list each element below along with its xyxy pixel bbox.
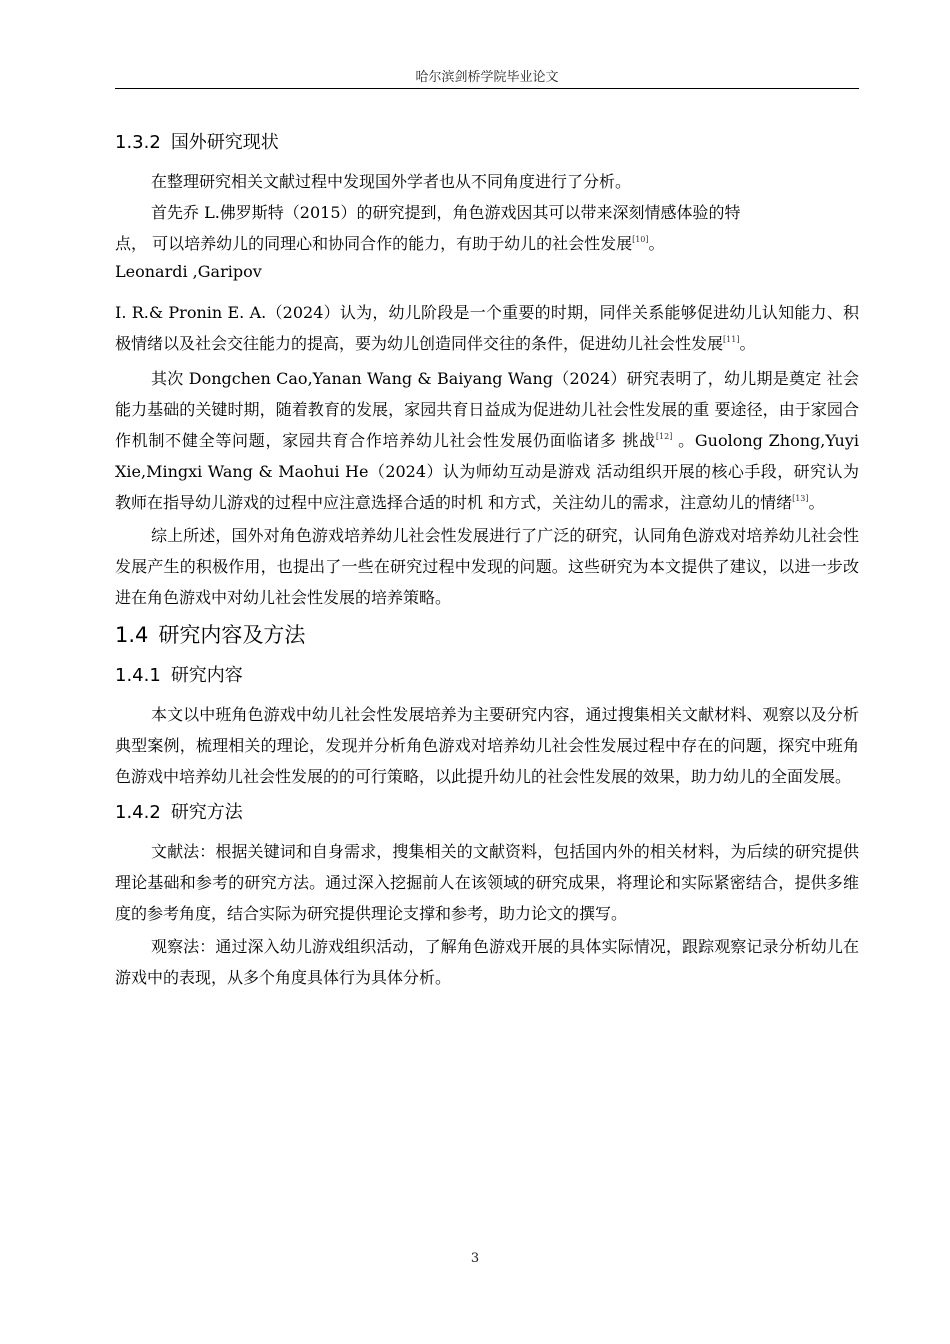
citation-ref: [11] [723, 335, 740, 344]
citation-ref: [10] [632, 235, 649, 244]
section-heading-1-4-2 [115, 796, 859, 830]
paragraph: 综上所述，国外对角色游戏培养幼儿社会性发展进行了广泛的研究，认同角色游戏对培养幼儿社会性发展产生的积极作用，也提出了一些在研究过程中发现的问题。这些研究为本文提供了建议，以进一步改进在角色游戏中对幼儿社会性发展的培养策略。 [115, 526, 859, 607]
paragraph-line: Leonardi ,Garipov [115, 262, 262, 281]
punctuation: 。 [739, 334, 756, 353]
punctuation: 。 [648, 234, 665, 253]
text-line: 点， 可以培养幼儿的同理心和协同合作的能力，有助于幼儿的社会性发展 [115, 234, 633, 253]
document-body [115, 126, 859, 993]
page-number: 3 [470, 1251, 480, 1266]
citation-ref: [12] [655, 432, 673, 441]
paragraph: 文献法：根据关键词和自身需求，搜集相关的文献资料，包括国内外的相关材料，为后续的研究提供理论基础和参考的研究方法。通过深入挖掘前人在该领域的研究成果，将理论和实际紧密结合，提供多维度的参考角度，结合实际为研究提供理论支撑和参考，助力论文的撰写。 [115, 842, 859, 923]
section-title: 国外研究现状 [170, 132, 279, 153]
paragraph: 观察法：通过深入幼儿游戏组织活动，了解角色游戏开展的具体实际情况，跟踪观察记录分析幼儿在游戏中的表现，从多个角度具体行为具体分析。 [115, 937, 859, 987]
paragraph-text: 。Guolong Zhong,Yuyi Xie,Mingxi Wang & Maohui He（2024）认为师幼互动是游戏 活动组织开展的核心手段，研究认为教师在指导幼儿游戏的过程中应注意选择合适的时机 和方式，关注幼儿的需求，注意幼儿的情绪 [115, 431, 860, 512]
page-header: 哈尔滨剑桥学院毕业论文 [415, 70, 559, 85]
section-number: 1.3.2 [115, 132, 161, 153]
section-number: 1.4.2 [115, 802, 161, 823]
paragraph: 本文以中班角色游戏中幼儿社会性发展培养为主要研究内容，通过搜集相关文献材料、观察以及分析典型案例，梳理相关的理论，发现并分析角色游戏对培养幼儿社会性发展过程中存在的问题，探究中班角色游戏中培养幼儿社会性发展的的可行策略，以此提升幼儿的社会性发展的效果，助力幼儿的全面发展。 [115, 705, 859, 786]
header-divider [115, 88, 859, 89]
section-title: 研究内容及方法 [158, 623, 306, 647]
section-heading-1-3-2 [115, 126, 859, 160]
paragraph: 在整理研究相关文献过程中发现国外学者也从不同角度进行了分析。 [151, 172, 632, 191]
paragraph-continuation [115, 228, 859, 259]
paragraph [115, 363, 859, 518]
section-title: 研究内容 [170, 665, 243, 686]
text-line: 首先乔 L.佛罗斯特（2015）的研究提到，角色游戏因其可以带来深刻情感体验的特 [151, 203, 741, 222]
paragraph-text: I. R.& Pronin E. A.（2024）认为，幼儿阶段是一个重要的时期，同伴关系能够促进幼儿认知能力、积极情绪以及社会交往能力的提高，要为幼儿创造同伴交往的条件，促进幼儿社会性发展 [115, 303, 859, 353]
paragraph-text: 其次 Dongchen Cao,Yanan Wang & Baiyang Wang（2024）研究表明了，幼儿期是奠定 社会能力基础的关键时期，随着教育的发展，家园共育日益成为促进幼儿社会性发展的重 要途径，由于家园合作机制不健全等问题，家园共育合作培养幼儿社会性发展仍面临诸多 挑战 [115, 369, 859, 450]
section-title: 研究方法 [170, 802, 243, 823]
citation-ref: [13] [792, 494, 809, 503]
section-heading-1-4-1 [115, 659, 859, 693]
punctuation: 。 [808, 493, 825, 512]
paragraph [115, 197, 859, 228]
section-heading-1-4 [115, 617, 859, 653]
section-number: 1.4 [115, 623, 149, 647]
paragraph [115, 297, 859, 359]
section-number: 1.4.1 [115, 665, 161, 686]
